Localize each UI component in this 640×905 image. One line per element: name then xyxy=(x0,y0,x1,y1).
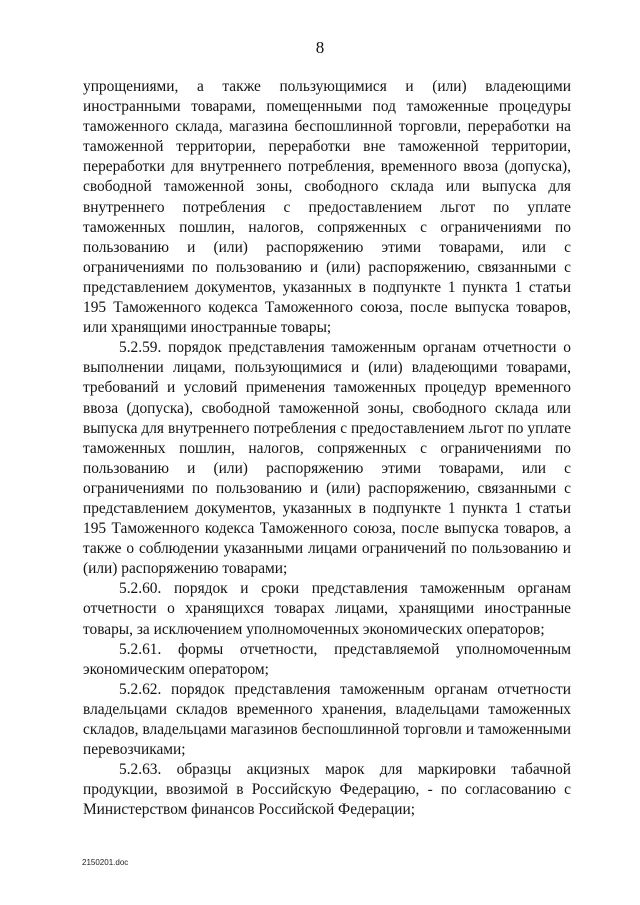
paragraph-5-2-59: 5.2.59. порядок представления таможенным органам отчетности о выполнении лицами, пользующимися и (или) владеющими товарами, требований и условий применения таможенных процедур временного ввоза (допуска), свободной таможенной зоны, свободного склада или выпуска для внутреннего потребления с предоставлением льгот по уплате таможенных пошлин, налогов, сопряженных с ограничениями по пользованию и (или) распоряжению этими товарами, или с ограничениями по пользованию и (или) распоряжению, связанными с представлением документов, указанных в подпункте 1 пункта 1 статьи 195 Таможенного кодекса Таможенного союза, после выпуска товаров, а также о соблюдении указанными лицами ограничений по пользованию и (или) распоряжению товарами; xyxy=(83,339,571,578)
paragraph-5-2-61: 5.2.61. формы отчетности, представляемой уполномоченным экономическим оператором; xyxy=(83,640,571,678)
document-body xyxy=(83,77,571,820)
paragraph-continuation: упрощениями, а также пользующимися и (или) владеющими иностранными товарами, помещенными под таможенные процедуры таможенного склада, магазина беспошлинной торговли, переработки на таможенной территории, переработки вне таможенной территории, переработки для внутреннего потребления, временного ввоза (допуска), свободной таможенной зоны, свободного склада или выпуска для внутреннего потребления с предоставлением льгот по уплате таможенных пошлин, налогов, сопряженных с ограничениями по пользованию и (или) распоряжению этими товарами, или с ограничениями по пользованию и (или) распоряжению, связанными с представлением документов, указанных в подпункте 1 пункта 1 статьи 195 Таможенного кодекса Таможенного союза, после выпуска товаров, или хранящими иностранные товары; xyxy=(83,78,571,337)
footer-filename: 2150201.doc xyxy=(82,858,129,867)
paragraph-5-2-63: 5.2.63. образцы акцизных марок для маркировки табачной продукции, ввозимой в Российскую Федерацию, - по согласованию с Министерством финансов Российской Федерации; xyxy=(83,761,571,819)
paragraph-5-2-62: 5.2.62. порядок представления таможенным органам отчетности владельцами складов временного хранения, владельцами таможенных складов, владельцами магазинов беспошлинной торговли и таможенными перевозчиками; xyxy=(83,680,571,759)
page-number: 8 xyxy=(315,38,325,57)
paragraph-5-2-60: 5.2.60. порядок и сроки представления таможенным органам отчетности о хранящихся товарах лицами, хранящими иностранные товары, за исключением уполномоченных экономических операторов; xyxy=(83,580,571,638)
